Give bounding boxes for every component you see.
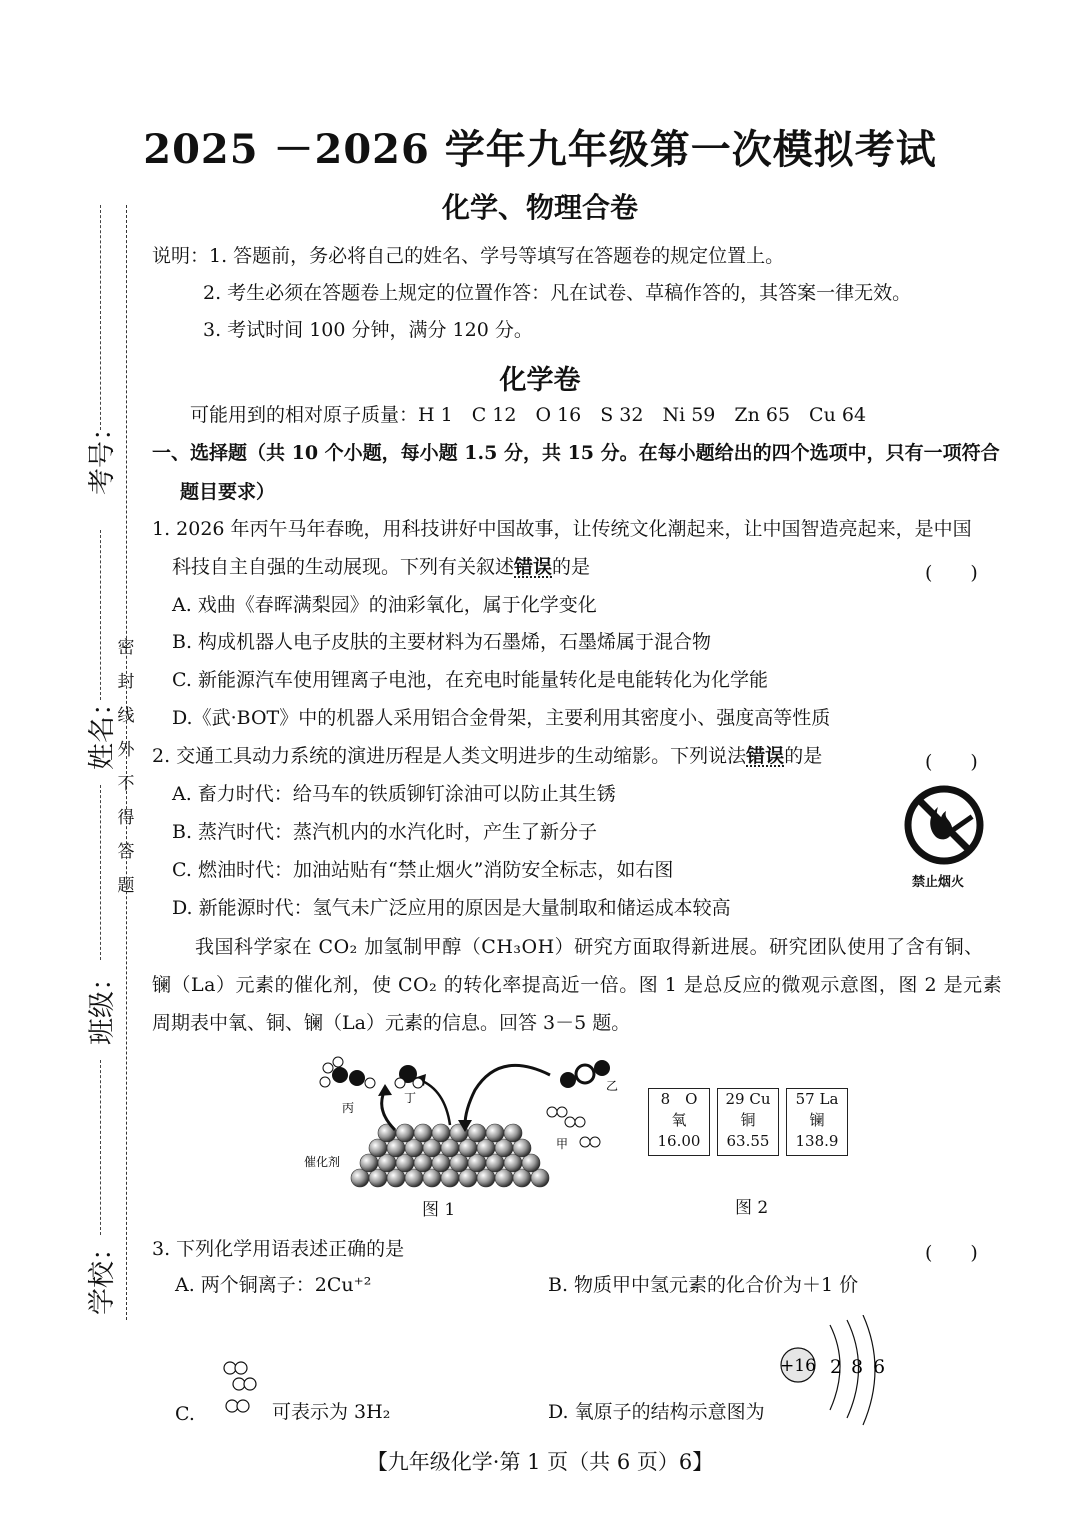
element-box-oxygen: 8 O 氧 16.00 bbox=[648, 1088, 710, 1156]
shell-2-electrons: 8 bbox=[851, 1356, 864, 1378]
q3-answer-paren: ( ) bbox=[925, 1242, 978, 1264]
atom-nucleus: +16 bbox=[780, 1356, 816, 1376]
section1-heading-line1: 一、选择题（共 10 个小题，每小题 1.5 分，共 15 分。在每小题给出的四个选项中，只有一项符合 bbox=[152, 442, 1000, 464]
label-jia: 甲 bbox=[556, 1137, 569, 1151]
figure2-caption: 图 2 bbox=[735, 1198, 769, 1218]
atomic-masses: 可能用到的相对原子质量：H 1 C 12 O 16 S 32 Ni 59 Zn 65 Cu 64 bbox=[190, 404, 867, 426]
molecule-bing bbox=[320, 1057, 375, 1088]
q1-answer-paren: ( ) bbox=[925, 562, 978, 584]
atom-structure-diagram bbox=[775, 1315, 895, 1430]
q2-option-b: B. 蒸汽时代：蒸汽机内的水汽化时，产生了新分子 bbox=[172, 821, 598, 843]
q1-option-a: A. 戏曲《春晖满梨园》的油彩氧化，属于化学变化 bbox=[172, 594, 597, 616]
label-yi: 乙 bbox=[606, 1079, 619, 1093]
q3-stem: 3. 下列化学用语表述正确的是 bbox=[152, 1238, 405, 1260]
exam-subtitle: 化学、物理合卷 bbox=[441, 191, 638, 224]
banji-label: 班级： bbox=[87, 964, 118, 1045]
q3-option-b: B. 物质甲中氢元素的化合价为＋1 价 bbox=[548, 1274, 859, 1296]
seal-text: 密 封 线 外 不 得 答 题 bbox=[117, 638, 135, 896]
q3-option-a: A. 两个铜离子：2Cu⁺² bbox=[175, 1274, 372, 1296]
q2-answer-paren: ( ) bbox=[925, 751, 978, 773]
instruction-1: 说明：1. 答题前，务必将自己的姓名、学号等填写在答题卷的规定位置上。 bbox=[152, 245, 785, 267]
element-box-copper: 29 Cu 铜 63.55 bbox=[717, 1088, 779, 1156]
q3-option-c-text: 可表示为 3H₂ bbox=[272, 1401, 391, 1423]
label-catalyst: 催化剂 bbox=[304, 1155, 341, 1169]
xuexiao-label: 学校： bbox=[87, 1234, 118, 1315]
xingming-label: 姓名： bbox=[87, 689, 118, 770]
label-bing: 丙 bbox=[342, 1101, 355, 1115]
molecule-yi bbox=[560, 1060, 610, 1088]
exam-title: 2025 －2026 学年九年级第一次模拟考试 bbox=[143, 126, 937, 173]
passage-line2: 镧（La）元素的催化剂，使 CO₂ 的转化率提高近一倍。图 1 是总反应的微观示意图，图 2 是元素 bbox=[152, 974, 1003, 996]
banji-underline bbox=[100, 785, 101, 960]
chem-section-title: 化学卷 bbox=[499, 365, 581, 396]
q3-option-c-label: C. bbox=[175, 1403, 195, 1425]
molecule-jia bbox=[547, 1107, 600, 1147]
q2-stem: 2. 交通工具动力系统的演进历程是人类文明进步的生动缩影。下列说法错误的是 bbox=[152, 745, 823, 767]
q1-stem-line1: 1. 2026 年丙午马年春晚，用科技讲好中国故事，让传统文化潮起来，让中国智造亮起来，是中国 bbox=[152, 518, 972, 540]
label-ding: 丁 bbox=[404, 1091, 417, 1105]
q1-option-d: D.《武·BOT》中的机器人采用铝合金骨架，主要利用其密度小、强度高等性质 bbox=[172, 707, 831, 729]
passage-line3: 周期表中氧、铜、镧（La）元素的信息。回答 3－5 题。 bbox=[152, 1012, 631, 1034]
instruction-2: 2. 考生必须在答题卷上规定的位置作答：凡在试卷、草稿作答的，其答案一律无效。 bbox=[203, 282, 912, 304]
q2-option-d: D. 新能源时代：氢气未广泛应用的原因是大量制取和储运成本较高 bbox=[172, 897, 731, 919]
q3-option-d: D. 氧原子的结构示意图为 bbox=[548, 1401, 765, 1423]
q1-option-b: B. 构成机器人电子皮肤的主要材料为石墨烯，石墨烯属于混合物 bbox=[172, 631, 712, 653]
page-footer: 【九年级化学·第 1 页（共 6 页）6】 bbox=[366, 1450, 714, 1474]
q1-emphasis: 错误 bbox=[514, 556, 553, 578]
shell-3-electrons: 6 bbox=[873, 1356, 886, 1378]
passage-line1: 我国科学家在 CO₂ 加氢制甲醇（CH₃OH）研究方面取得新进展。研究团队使用了含有铜、 bbox=[195, 936, 984, 958]
no-fire-sign-icon bbox=[898, 785, 993, 865]
no-fire-caption: 禁止烟火 bbox=[912, 875, 965, 890]
three-h2-molecules-icon bbox=[222, 1358, 267, 1418]
xuexiao-underline bbox=[100, 1060, 101, 1235]
figure1-caption: 图 1 bbox=[422, 1200, 456, 1220]
shell-1-electrons: 2 bbox=[830, 1356, 843, 1378]
figure1-reaction-diagram bbox=[300, 1050, 630, 1200]
instruction-3: 3. 考试时间 100 分钟，满分 120 分。 bbox=[203, 319, 533, 341]
element-box-lanthanum: 57 La 镧 138.9 bbox=[786, 1088, 848, 1156]
section1-heading-line2: 题目要求） bbox=[180, 481, 276, 503]
q1-stem-line2: 科技自主自强的生动展现。下列有关叙述错误的是 bbox=[172, 556, 591, 578]
q2-option-c: C. 燃油时代：加油站贴有“禁止烟火”消防安全标志，如右图 bbox=[172, 859, 674, 881]
kaohao-label: 考号： bbox=[87, 414, 118, 495]
q2-option-a: A. 畜力时代：给马车的铁质铆钉涂油可以防止其生锈 bbox=[172, 783, 616, 805]
catalyst-pile bbox=[351, 1124, 549, 1187]
xingming-underline bbox=[100, 530, 101, 700]
q2-emphasis: 错误 bbox=[746, 745, 785, 767]
q1-option-c: C. 新能源汽车使用锂离子电池，在充电时能量转化是电能转化为化学能 bbox=[172, 669, 768, 691]
